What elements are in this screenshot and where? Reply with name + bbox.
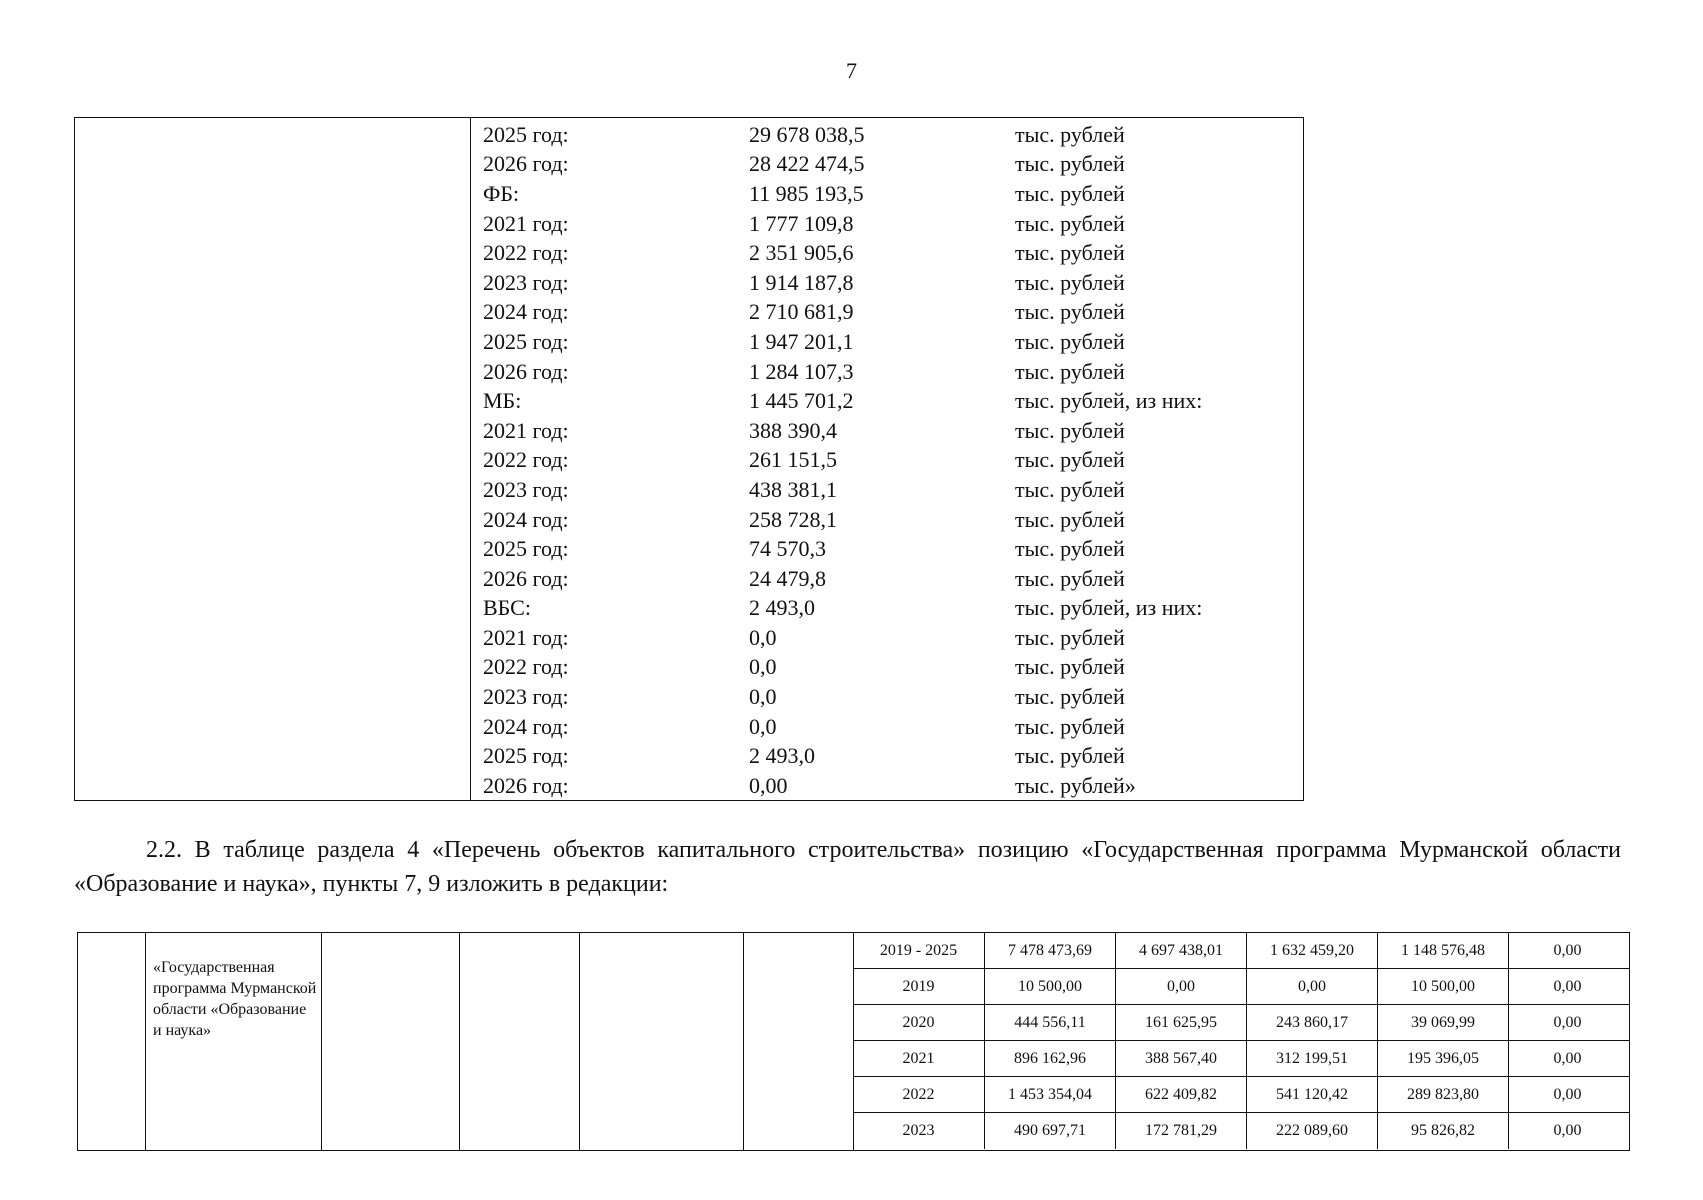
financing-value: 0,0 <box>749 654 777 680</box>
financing-label: 2022 год: <box>483 447 569 473</box>
other-cell: 0,00 <box>1508 1077 1626 1112</box>
financing-rows <box>483 120 1283 801</box>
financing-unit: тыс. рублей <box>1015 358 1125 384</box>
financing-label: 2024 год: <box>483 506 569 532</box>
program-name-cell: «Государственная программа Мурманской области «Образование и наука» <box>153 959 317 1039</box>
financing-value: 74 570,3 <box>749 536 826 562</box>
regional-cell: 541 120,42 <box>1246 1077 1377 1112</box>
financing-label: 2021 год: <box>483 624 569 650</box>
financing-value: 1 445 701,2 <box>749 388 854 414</box>
financing-row <box>483 327 1283 357</box>
other-cell: 0,00 <box>1508 1113 1626 1149</box>
total-cell: 444 556,11 <box>984 1005 1115 1040</box>
financing-row <box>483 534 1283 564</box>
period-cell: 2019 <box>902 977 935 995</box>
financing-label: 2023 год: <box>483 684 569 710</box>
municipal-cell: 1 148 576,48 <box>1377 933 1508 968</box>
financing-value: 0,00 <box>749 772 788 798</box>
table-row <box>853 1005 1629 1041</box>
financing-row <box>483 446 1283 476</box>
financing-row <box>483 682 1283 712</box>
federal-cell: 388 567,40 <box>1115 1041 1246 1076</box>
table-column-divider <box>470 118 471 800</box>
period-cell: 2021 <box>902 1049 935 1067</box>
federal-cell: 4 697 438,01 <box>1115 933 1246 968</box>
financing-value: 2 351 905,6 <box>749 240 854 266</box>
financing-value: 1 947 201,1 <box>749 328 854 354</box>
financing-value: 258 728,1 <box>749 506 837 532</box>
federal-cell: 622 409,82 <box>1115 1077 1246 1112</box>
financing-value: 1 914 187,8 <box>749 269 854 295</box>
financing-label: 2021 год: <box>483 417 569 443</box>
financing-label: 2026 год: <box>483 358 569 384</box>
financing-label: ВБС: <box>483 595 531 621</box>
table-column-divider <box>743 933 744 1150</box>
table-column-divider <box>459 933 460 1150</box>
period-cell: 2020 <box>902 1013 935 1031</box>
financing-unit: тыс. рублей <box>1015 624 1125 650</box>
table-row <box>853 1113 1629 1149</box>
financing-label: ФБ: <box>483 180 520 206</box>
financing-row <box>483 238 1283 268</box>
municipal-cell: 10 500,00 <box>1377 969 1508 1004</box>
financing-row <box>483 623 1283 653</box>
federal-cell: 161 625,95 <box>1115 1005 1246 1040</box>
page-number: 7 <box>846 58 857 83</box>
financing-row <box>483 564 1283 594</box>
financing-unit: тыс. рублей <box>1015 713 1125 739</box>
financing-label: 2026 год: <box>483 565 569 591</box>
financing-unit: тыс. рублей <box>1015 684 1125 710</box>
financing-unit: тыс. рублей, из них: <box>1015 595 1203 621</box>
financing-row <box>483 298 1283 328</box>
other-cell: 0,00 <box>1508 1041 1626 1076</box>
municipal-cell: 39 069,99 <box>1377 1005 1508 1040</box>
table-row <box>853 933 1629 969</box>
financing-value: 2 710 681,9 <box>749 299 854 325</box>
total-cell: 10 500,00 <box>984 969 1115 1004</box>
financing-unit: тыс. рублей <box>1015 536 1125 562</box>
table-column-divider <box>579 933 580 1150</box>
financing-value: 0,0 <box>749 684 777 710</box>
financing-value: 388 390,4 <box>749 417 837 443</box>
financing-value: 11 985 193,5 <box>749 180 864 206</box>
financing-unit: тыс. рублей <box>1015 328 1125 354</box>
financing-unit: тыс. рублей <box>1015 417 1125 443</box>
financing-row <box>483 386 1283 416</box>
financing-label: 2025 год: <box>483 121 569 147</box>
financing-unit: тыс. рублей <box>1015 654 1125 680</box>
federal-cell: 172 781,29 <box>1115 1113 1246 1149</box>
section-paragraph: 2.2. В таблице раздела 4 «Перечень объектов капитального строительства» позицию «Государственная программа Мурманской области «Образование и наука», пункты 7, 9 изложить в редакции: <box>74 837 1621 897</box>
financing-label: 2024 год: <box>483 299 569 325</box>
municipal-cell: 289 823,80 <box>1377 1077 1508 1112</box>
financing-value: 261 151,5 <box>749 447 837 473</box>
financing-unit: тыс. рублей» <box>1015 772 1136 798</box>
other-cell: 0,00 <box>1508 1005 1626 1040</box>
financing-label: 2025 год: <box>483 536 569 562</box>
regional-cell: 0,00 <box>1246 969 1377 1004</box>
financing-value: 1 777 109,8 <box>749 210 854 236</box>
table-column-divider <box>145 933 146 1150</box>
table-row <box>853 1041 1629 1077</box>
financing-value: 2 493,0 <box>749 743 815 769</box>
total-cell: 1 453 354,04 <box>984 1077 1115 1112</box>
financing-unit: тыс. рублей <box>1015 121 1125 147</box>
financing-unit: тыс. рублей <box>1015 565 1125 591</box>
financing-label: МБ: <box>483 388 522 414</box>
financing-unit: тыс. рублей <box>1015 210 1125 236</box>
financing-value: 24 479,8 <box>749 565 826 591</box>
financing-value: 1 284 107,3 <box>749 358 854 384</box>
financing-label: 2022 год: <box>483 240 569 266</box>
regional-cell: 243 860,17 <box>1246 1005 1377 1040</box>
financing-row <box>483 741 1283 771</box>
financing-unit: тыс. рублей <box>1015 743 1125 769</box>
financing-unit: тыс. рублей <box>1015 447 1125 473</box>
total-cell: 490 697,71 <box>984 1113 1115 1149</box>
financing-row <box>483 594 1283 624</box>
financing-unit: тыс. рублей <box>1015 240 1125 266</box>
financing-unit: тыс. рублей <box>1015 180 1125 206</box>
financing-row <box>483 505 1283 535</box>
financing-label: 2026 год: <box>483 151 569 177</box>
period-cell: 2023 <box>902 1122 935 1139</box>
financing-table <box>74 117 1304 801</box>
financing-value: 2 493,0 <box>749 595 815 621</box>
financing-value: 29 678 038,5 <box>749 121 865 147</box>
financing-row <box>483 120 1283 150</box>
financing-unit: тыс. рублей <box>1015 151 1125 177</box>
financing-value: 28 422 474,5 <box>749 151 865 177</box>
financing-row <box>483 150 1283 180</box>
total-cell: 896 162,96 <box>984 1041 1115 1076</box>
financing-unit: тыс. рублей <box>1015 506 1125 532</box>
financing-row <box>483 268 1283 298</box>
financing-label: 2025 год: <box>483 743 569 769</box>
federal-cell: 0,00 <box>1115 969 1246 1004</box>
financing-label: 2025 год: <box>483 328 569 354</box>
financing-label: 2023 год: <box>483 476 569 502</box>
years-grid <box>853 933 1629 1150</box>
table-row <box>853 1077 1629 1113</box>
municipal-cell: 95 826,82 <box>1377 1113 1508 1149</box>
financing-row <box>483 416 1283 446</box>
regional-cell: 222 089,60 <box>1246 1113 1377 1149</box>
table-column-divider <box>321 933 322 1150</box>
other-cell: 0,00 <box>1508 933 1626 968</box>
regional-cell: 312 199,51 <box>1246 1041 1377 1076</box>
financing-label: 2024 год: <box>483 713 569 739</box>
financing-unit: тыс. рублей <box>1015 299 1125 325</box>
financing-row <box>483 653 1283 683</box>
financing-row <box>483 209 1283 239</box>
financing-value: 0,0 <box>749 713 777 739</box>
financing-row <box>483 179 1283 209</box>
financing-row <box>483 712 1283 742</box>
period-cell: 2022 <box>902 1085 935 1103</box>
municipal-cell: 195 396,05 <box>1377 1041 1508 1076</box>
financing-label: 2023 год: <box>483 269 569 295</box>
capital-objects-table <box>77 932 1630 1151</box>
financing-unit: тыс. рублей, из них: <box>1015 388 1203 414</box>
table-row <box>853 969 1629 1005</box>
financing-row <box>483 475 1283 505</box>
financing-value: 438 381,1 <box>749 476 837 502</box>
financing-row <box>483 771 1283 801</box>
financing-label: 2022 год: <box>483 654 569 680</box>
financing-row <box>483 357 1283 387</box>
total-cell: 7 478 473,69 <box>984 933 1115 968</box>
financing-label: 2026 год: <box>483 772 569 798</box>
financing-unit: тыс. рублей <box>1015 476 1125 502</box>
other-cell: 0,00 <box>1508 969 1626 1004</box>
regional-cell: 1 632 459,20 <box>1246 933 1377 968</box>
period-cell: 2019 - 2025 <box>879 941 958 959</box>
financing-value: 0,0 <box>749 624 777 650</box>
financing-label: 2021 год: <box>483 210 569 236</box>
financing-unit: тыс. рублей <box>1015 269 1125 295</box>
